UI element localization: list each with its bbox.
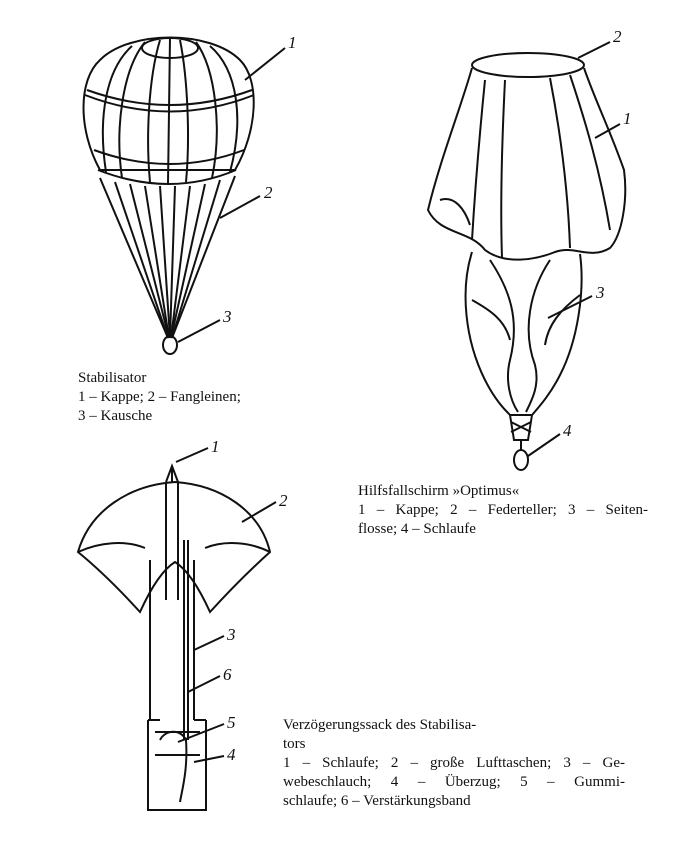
optimus-spring-plate	[472, 53, 584, 77]
verzoegerungssack-figure	[70, 440, 310, 820]
verzoegerungssack-caption-title: Verzögerungssack des Stabilisa-	[283, 717, 477, 733]
stabilisator-caption-title: Stabilisator	[78, 370, 147, 386]
optimus-label-2: 2	[613, 27, 622, 46]
verzoegerungssack-caption-line-2: webeschlauch; 4 – Überzug; 5 – Gummi-	[283, 774, 625, 790]
optimus-figure	[410, 20, 660, 480]
stabilisator-caption-line-1: 1 – Kappe; 2 – Fangleinen;	[78, 389, 241, 405]
verzoegerungssack-label-4: 4	[227, 745, 236, 764]
optimus-fin	[466, 252, 510, 415]
stabilisator-label-2: 2	[264, 183, 273, 202]
stabilisator-caption	[78, 369, 308, 426]
stabilisator-caption-line-2: 3 – Kausche	[78, 408, 153, 424]
optimus-caption	[358, 482, 648, 539]
optimus-label-3: 3	[596, 283, 605, 302]
optimus-label-1: 1	[623, 109, 632, 128]
stabilisator-label-1: 1	[288, 33, 297, 52]
optimus-caption-line-1: 1 – Kappe; 2 – Federteller; 3 – Seiten-	[358, 502, 648, 518]
optimus-drawing	[410, 20, 660, 480]
verzoegerungssack-label-2: 2	[279, 491, 288, 510]
verzoegerungssack-caption	[283, 716, 625, 811]
optimus-label-4: 4	[563, 421, 572, 440]
stabilisator-figure	[60, 20, 320, 360]
verzoegerungssack-caption-line-1: 1 – Schlaufe; 2 – große Lufttaschen; 3 – Ge-	[283, 755, 625, 771]
verzoegerungssack-air-pockets	[78, 482, 270, 612]
verzoegerungssack-label-1: 1	[211, 440, 220, 456]
verzoegerungssack-caption-line-3: schlaufe; 6 – Verstärkungsband	[283, 793, 471, 809]
verzoegerungssack-label-6: 6	[223, 665, 232, 684]
optimus-caption-line-2: flosse; 4 – Schlaufe	[358, 521, 476, 537]
stabilisator-drawing	[60, 20, 320, 360]
optimus-loop	[514, 450, 528, 470]
verzoegerungssack-label-5: 5	[227, 713, 236, 732]
optimus-caption-title: Hilfsfallschirm »Optimus«	[358, 483, 520, 499]
verzoegerungssack-caption-title-cont: tors	[283, 736, 306, 752]
stabilisator-label-3: 3	[223, 307, 232, 326]
verzoegerungssack-label-3: 3	[227, 625, 236, 644]
verzoegerungssack-rubber-loop	[160, 732, 186, 802]
stabilisator-thimble	[163, 336, 177, 354]
verzoegerungssack-drawing	[70, 440, 310, 820]
